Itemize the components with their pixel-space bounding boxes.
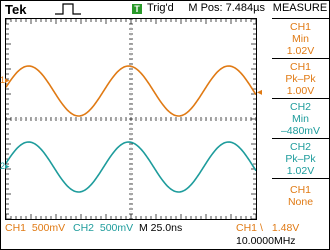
ch2-volts-div: 500mV [99, 222, 134, 234]
measure-slot-3[interactable] [272, 98, 329, 137]
measure-slot-4[interactable] [272, 138, 329, 177]
measure-panel [272, 18, 329, 218]
ch2-label: CH2 [73, 222, 95, 234]
ch2-scale-readout[interactable] [73, 222, 133, 234]
ch1-scale-readout[interactable] [5, 222, 65, 234]
trigger-level-marker[interactable]: ◂ [257, 87, 263, 98]
ch1-label: CH1 [5, 222, 27, 234]
timebase-readout[interactable]: M 25.0ns [139, 222, 183, 234]
measure-slot-1-channel: CH1 [289, 21, 311, 33]
measure-slot-5-channel: CH1 [289, 184, 311, 196]
trigger-source: CH1 [236, 222, 258, 234]
measure-slot-3-value: –480mV [280, 125, 321, 137]
measure-slot-2-value: 1.00V [286, 85, 315, 97]
trigger-status: Trig'd [147, 2, 174, 14]
trigger-badge: T [132, 4, 142, 14]
ch1-volts-div: 500mV [31, 222, 66, 234]
measure-slot-5-type: None [287, 196, 314, 208]
trigger-level: 1.48V [271, 222, 300, 234]
waveform-display[interactable] [5, 18, 257, 220]
measure-slot-4-channel: CH2 [289, 141, 311, 153]
acquisition-run-icon [55, 3, 81, 15]
measure-slot-1-type: Min [292, 33, 309, 45]
measure-slot-5[interactable] [272, 178, 329, 218]
brand-logo: Tek [5, 2, 27, 17]
measure-slot-4-type: Pk–Pk [285, 153, 316, 165]
horizontal-position: M Pos: 7.484µs [188, 2, 265, 14]
ch2-ground-marker[interactable]: 2▸ [0, 161, 10, 171]
measure-slot-1[interactable] [272, 18, 329, 57]
measure-slot-2-channel: CH1 [289, 61, 311, 73]
measure-slot-1-value: 1.02V [286, 45, 315, 57]
top-bar [0, 0, 330, 18]
frequency-readout: 10.0000MHz [236, 235, 296, 247]
measure-slot-3-channel: CH2 [289, 101, 311, 113]
ch1-ground-marker[interactable]: 1▸ [0, 75, 10, 85]
measure-title: MEASURE [272, 2, 328, 14]
measure-slot-2-type: Pk–Pk [285, 73, 316, 85]
trigger-readout[interactable] [236, 222, 299, 234]
measure-slot-4-value: 1.02V [286, 165, 315, 177]
rising-edge-icon: \ [259, 222, 263, 234]
graticule-svg [6, 19, 256, 219]
measure-slot-2[interactable] [272, 58, 329, 97]
status-bar [0, 218, 330, 250]
measure-slot-3-type: Min [292, 113, 309, 125]
